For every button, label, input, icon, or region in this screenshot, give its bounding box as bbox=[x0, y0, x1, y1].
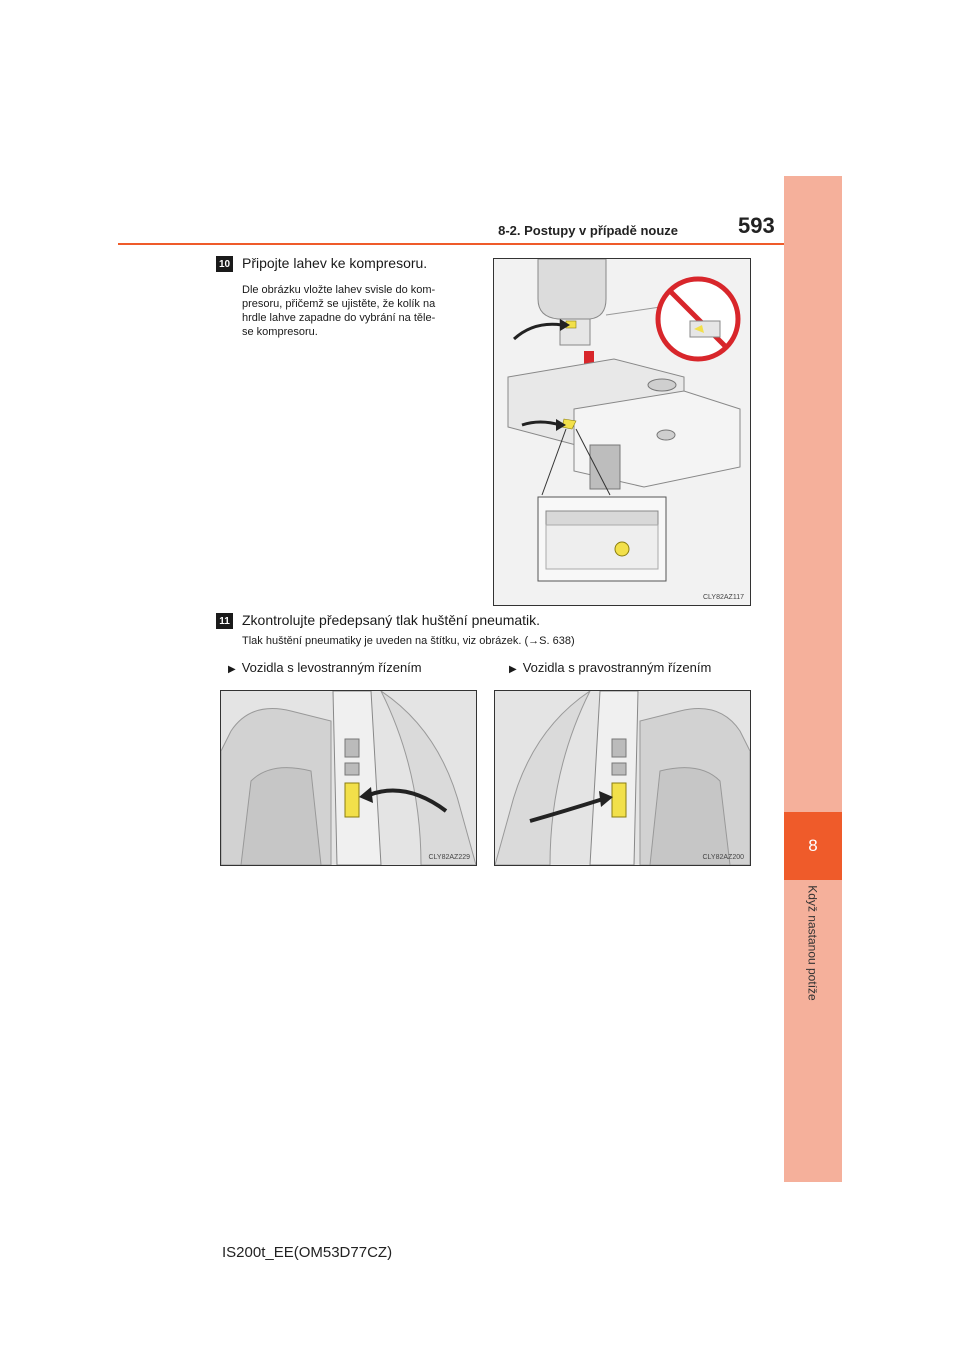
lhd-door-illustration bbox=[221, 691, 476, 865]
figure-code: CLY82AZ200 bbox=[702, 854, 744, 861]
step-10-body-line: hrdle lahve zapadne do vybrání na těle- bbox=[242, 312, 436, 324]
variant-label-rhd-text: Vozidla s pravostranným řízením bbox=[522, 660, 712, 675]
compressor-figure bbox=[493, 258, 751, 606]
step-10-body-line: se kompresoru. bbox=[242, 326, 318, 338]
step-11-title: Zkontrolujte předepsaný tlak huštění pneumatik. bbox=[242, 612, 541, 628]
step-10-body-line: presoru, přičemž se ujistěte, že kolík na bbox=[242, 298, 436, 310]
footer-model-code: IS200t_EE(OM53D77CZ) bbox=[222, 1244, 393, 1261]
triangle-bullet-icon: ▶ bbox=[509, 664, 517, 675]
lhd-door-pillar-figure bbox=[220, 690, 477, 866]
triangle-bullet-icon: ▶ bbox=[228, 664, 236, 675]
page-number: 593 bbox=[738, 213, 775, 238]
compressor-illustration bbox=[494, 259, 750, 605]
chapter-label-container bbox=[770, 885, 856, 1001]
step-10-body bbox=[242, 283, 478, 339]
chapter-side-tab bbox=[784, 176, 842, 1182]
figure-code: CLY82AZ117 bbox=[703, 594, 744, 601]
chapter-label: Když nastanou potíže bbox=[806, 885, 821, 1001]
step-10-body-line: Dle obrázku vložte lahev svisle do kom- bbox=[242, 284, 436, 296]
header-rule bbox=[118, 243, 784, 245]
step-10-title: Připojte lahev ke kompresoru. bbox=[242, 255, 428, 271]
figure-code: CLY82AZ229 bbox=[428, 854, 470, 861]
variant-label-lhd-text: Vozidla s levostranným řízením bbox=[241, 660, 422, 675]
rhd-door-illustration bbox=[495, 691, 750, 865]
section-title: 8-2. Postupy v případě nouze bbox=[498, 223, 678, 238]
rhd-door-pillar-figure bbox=[494, 690, 751, 866]
step-number-10: 10 bbox=[216, 256, 233, 272]
step-number-11: 11 bbox=[216, 613, 233, 629]
step-11-body: Tlak huštění pneumatiky je uveden na štítku, viz obrázek. (→S. 638) bbox=[242, 635, 575, 647]
chapter-number-tab bbox=[784, 812, 842, 880]
chapter-number: 8 bbox=[808, 836, 818, 855]
variant-label-rhd bbox=[509, 660, 711, 675]
variant-label-lhd bbox=[228, 660, 422, 675]
